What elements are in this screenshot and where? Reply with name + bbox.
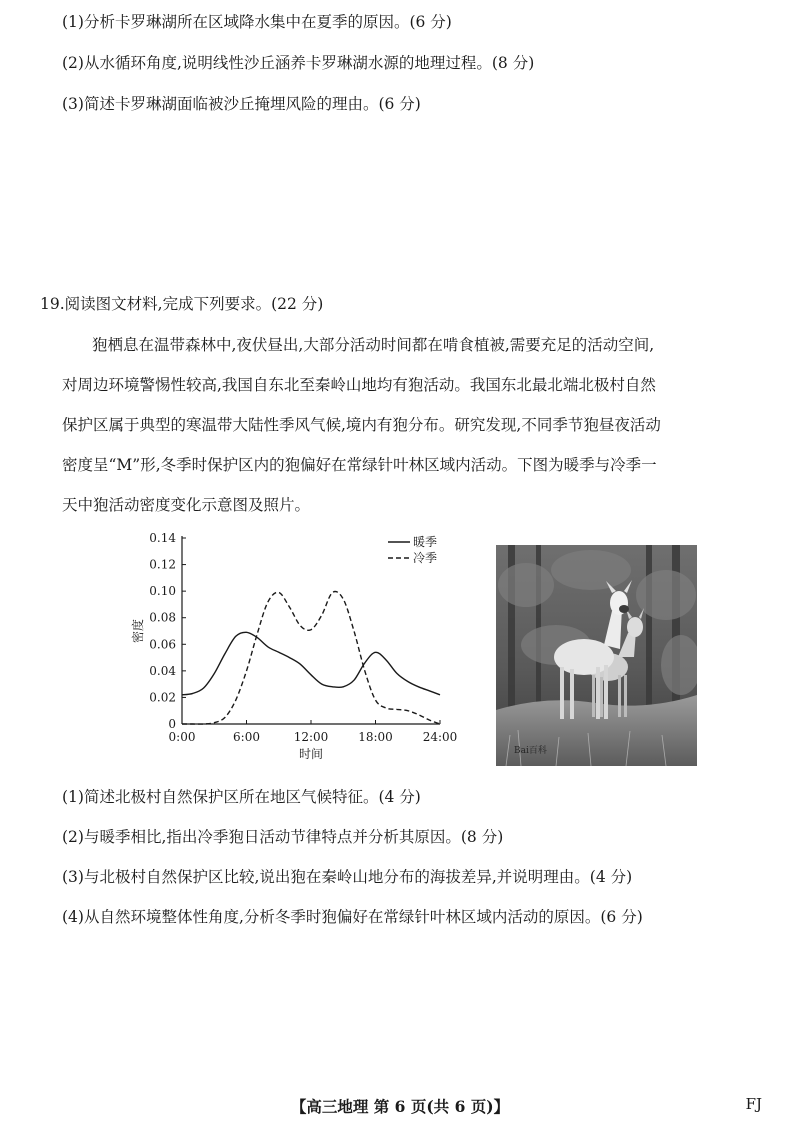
x-tick-label: 0:00 [168, 730, 196, 744]
question-top-1: (1)分析卡罗琳湖所在区域降水集中在夏季的原因。(6 分) [62, 13, 452, 31]
page-footer: 【高三地理 第 6 页(共 6 页)】 [290, 1097, 510, 1116]
material-line-4: 密度呈“M”形,冬季时保护区内的狍偏好在常绿针叶林区域内活动。下图为暖季与冷季一 [62, 456, 657, 474]
x-tick-label: 12:00 [293, 730, 329, 744]
y-tick-label: 0 [168, 717, 176, 731]
question-19-1: (1)简述北极村自然保护区所在地区气候特征。(4 分) [62, 788, 421, 806]
question-19-3: (3)与北极村自然保护区比较,说出狍在秦岭山地分布的海拔差异,并说明理由。(4 分) [62, 868, 633, 886]
roe-deer-photo [496, 545, 697, 766]
activity-density-chart [130, 528, 460, 773]
question-top-3: (3)简述卡罗琳湖面临被沙丘掩埋风险的理由。(6 分) [62, 95, 421, 113]
question-19-2: (2)与暖季相比,指出冷季狍日活动节律特点并分析其原因。(8 分) [62, 828, 504, 846]
series-warm-line [182, 632, 440, 695]
legend-label: 暖季 [413, 535, 438, 549]
material-line-3: 保护区属于典型的寒温带大陆性季风气候,境内有狍分布。研究发现,不同季节狍昼夜活动 [62, 416, 661, 434]
chart-series [182, 591, 440, 724]
question-19-4: (4)从自然环境整体性角度,分析冬季时狍偏好在常绿针叶林区域内活动的原因。(6 分) [62, 908, 643, 926]
question-19-title: 19.阅读图文材料,完成下列要求。(22 分) [40, 295, 324, 313]
y-axis-label: 密度 [131, 618, 145, 644]
photo-watermark: Bai百科 [514, 746, 547, 756]
material-line-2: 对周边环境警惕性较高,我国自东北至秦岭山地均有狍活动。我国东北最北端北极村自然 [62, 376, 656, 394]
footer-code: FJ [745, 1095, 762, 1113]
chart-legend [388, 534, 437, 565]
x-tick-label: 24:00 [422, 730, 458, 744]
x-axis-label: 时间 [298, 747, 324, 761]
y-tick-label: 0.02 [149, 690, 176, 705]
chart-axes [130, 531, 457, 761]
material-line-1: 狍栖息在温带森林中,夜伏昼出,大部分活动时间都在啃食植被,需要充足的活动空间, [92, 336, 655, 354]
y-tick-label: 0.04 [149, 663, 176, 678]
material-line-5: 天中狍活动密度变化示意图及照片。 [62, 496, 311, 514]
y-tick-label: 0.06 [149, 637, 176, 652]
series-cold-line [182, 591, 440, 724]
y-tick-label: 0.08 [149, 610, 176, 625]
y-tick-label: 0.14 [149, 531, 176, 545]
question-top-2: (2)从水循环角度,说明线性沙丘涵养卡罗琳湖水源的地理过程。(8 分) [62, 54, 535, 72]
y-tick-label: 0.12 [149, 557, 176, 572]
y-tick-label: 0.10 [149, 584, 176, 599]
x-tick-label: 18:00 [358, 730, 393, 744]
x-tick-label: 6:00 [233, 730, 260, 744]
legend-label: 冷季 [413, 551, 438, 565]
